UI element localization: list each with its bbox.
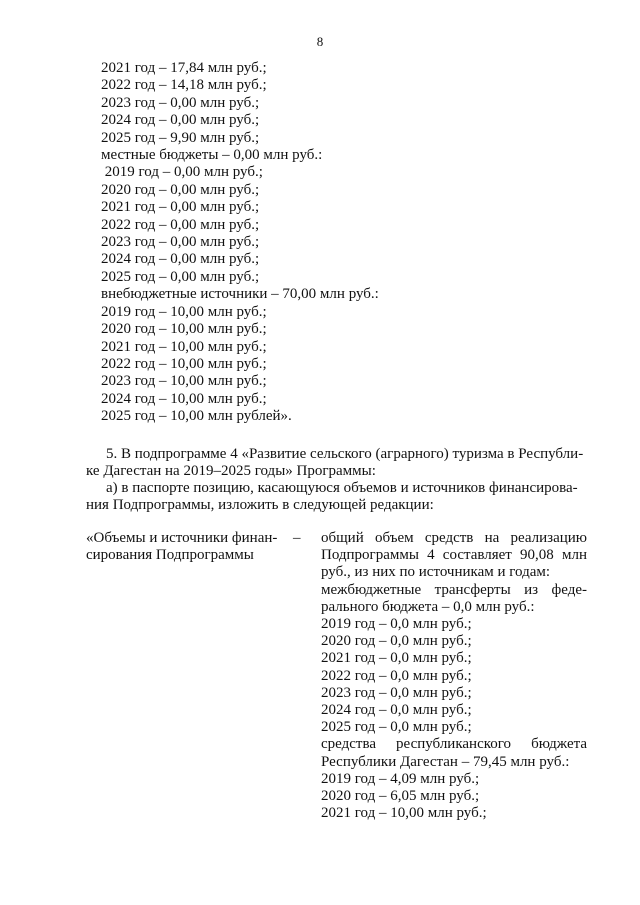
list-item: 2019 год – 10,00 млн руб.; bbox=[101, 303, 267, 320]
right-cell-line: межбюджетные трансферты из феде- bbox=[321, 581, 587, 598]
list-item: 2021 год – 10,00 млн руб.; bbox=[321, 805, 487, 822]
list-item: 2025 год – 0,00 млн руб.; bbox=[101, 268, 260, 285]
list-item: 2022 год – 14,18 млн руб.; bbox=[101, 77, 267, 94]
left-cell-line: «Объемы и источники финан- bbox=[86, 530, 278, 546]
list-item: 2024 год – 10,00 млн руб.; bbox=[101, 390, 267, 407]
item-a-line: ния Подпрограммы, изложить в следующей редакции: bbox=[86, 497, 434, 513]
list-item: внебюджетные источники – 70,00 млн руб.: bbox=[101, 286, 379, 303]
list-item: 2020 год – 0,0 млн руб.; bbox=[321, 633, 472, 650]
list-item: 2024 год – 0,0 млн руб.; bbox=[321, 702, 472, 719]
list-item: 2020 год – 6,05 млн руб.; bbox=[321, 788, 480, 805]
list-item: 2021 год – 17,84 млн руб.; bbox=[101, 60, 267, 76]
section-5-line: ке Дагестан на 2019–2025 годы» Программы: bbox=[86, 463, 376, 479]
list-item: 2020 год – 0,00 млн руб.; bbox=[101, 181, 260, 198]
list-item: 2023 год – 10,00 млн руб.; bbox=[101, 373, 267, 390]
page-number: 8 bbox=[316, 34, 324, 49]
separator-dash: – bbox=[293, 530, 301, 546]
list-item: 2021 год – 0,00 млн руб.; bbox=[101, 199, 260, 216]
funding-list bbox=[101, 60, 379, 426]
passport-position-value bbox=[321, 530, 587, 822]
list-item: 2019 год – 0,00 млн руб.; bbox=[101, 164, 263, 181]
right-cell-line: рального бюджета – 0,0 млн руб.: bbox=[321, 598, 535, 615]
right-cell-line: Республики Дагестан – 79,45 млн руб.: bbox=[321, 753, 570, 770]
list-item: 2019 год – 4,09 млн руб.; bbox=[321, 770, 480, 787]
list-item: 2025 год – 10,00 млн рублей». bbox=[101, 408, 292, 425]
item-a-line: а) в паспорте позицию, касающуюся объемов и источников финансирова- bbox=[106, 480, 578, 496]
list-item: 2022 год – 10,00 млн руб.; bbox=[101, 355, 267, 372]
list-item: 2021 год – 0,0 млн руб.; bbox=[321, 650, 472, 667]
passport-position-label bbox=[86, 530, 277, 564]
list-item: 2024 год – 0,00 млн руб.; bbox=[101, 112, 260, 129]
list-item: 2022 год – 0,00 млн руб.; bbox=[101, 216, 260, 233]
list-item: 2022 год – 0,0 млн руб.; bbox=[321, 667, 472, 684]
list-item: 2024 год – 0,00 млн руб.; bbox=[101, 251, 260, 268]
section-5-paragraph bbox=[86, 446, 591, 480]
list-item: 2021 год – 10,00 млн руб.; bbox=[101, 338, 267, 355]
list-item: 2019 год – 0,0 млн руб.; bbox=[321, 616, 472, 633]
list-item: 2023 год – 0,00 млн руб.; bbox=[101, 234, 260, 251]
item-a-paragraph bbox=[86, 480, 591, 514]
right-cell-line: Подпрограммы 4 составляет 90,08 млн bbox=[321, 547, 587, 564]
right-cell-line: средства республиканского бюджета bbox=[321, 736, 587, 753]
section-5-line: 5. В подпрограмме 4 «Развитие сельского (аграрного) туризма в Республи- bbox=[106, 446, 584, 462]
left-cell-line: сирования Подпрограммы bbox=[86, 547, 254, 563]
list-item: 2020 год – 10,00 млн руб.; bbox=[101, 321, 267, 338]
list-item: 2023 год – 0,0 млн руб.; bbox=[321, 684, 472, 701]
list-item: местные бюджеты – 0,00 млн руб.: bbox=[101, 147, 323, 164]
list-item: 2025 год – 9,90 млн руб.; bbox=[101, 129, 260, 146]
list-item: 2025 год – 0,0 млн руб.; bbox=[321, 719, 472, 736]
right-cell-line: общий объем средств на реализацию bbox=[321, 530, 587, 546]
list-item: 2023 год – 0,00 млн руб.; bbox=[101, 94, 260, 111]
right-cell-line: руб., из них по источникам и годам: bbox=[321, 564, 551, 581]
